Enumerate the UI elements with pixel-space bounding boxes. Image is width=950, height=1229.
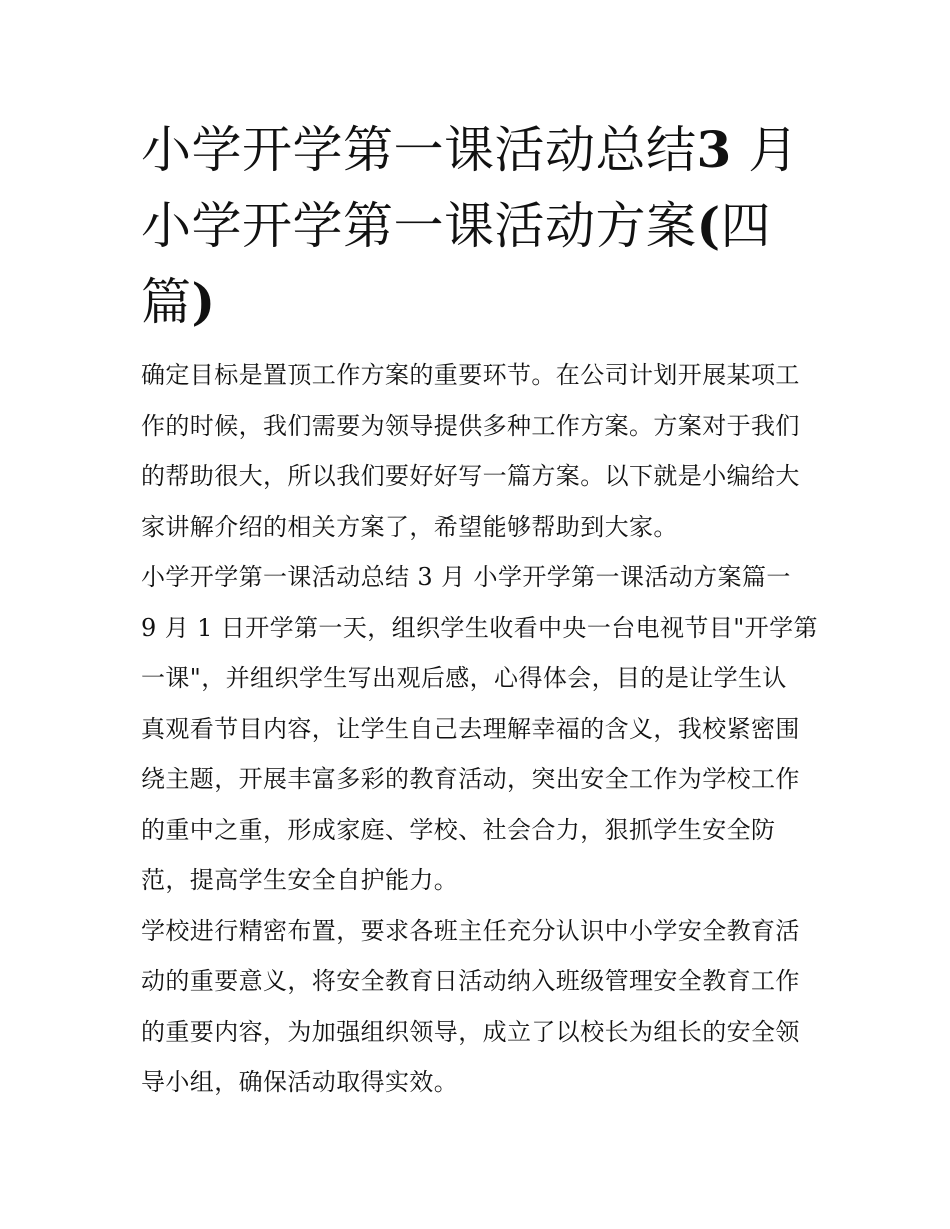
paragraph-line: 真观看节目内容，让学生自己去理解幸福的含义，我校紧密围 [141, 714, 800, 743]
paragraph-line: 的重中之重，形成家庭、学校、社会合力，狠抓学生安全防 [141, 815, 776, 844]
paragraph-2 [141, 906, 816, 1108]
intro-line: 作的时候，我们需要为领导提供多种工作方案。方案对于我们 [141, 411, 800, 440]
document-page [141, 112, 816, 1108]
document-title [141, 112, 816, 340]
title-text: 四 [720, 197, 772, 255]
section-heading: 小学开学第一课活动总结 3 月 小学开学第一课活动方案篇一 [141, 563, 791, 591]
paragraph-line: 9 月 1 日开学第一天，组织学生收看中央一台电视节目"开学第 [141, 613, 818, 642]
paragraph-line: 学校进行精密布置，要求各班主任充分认识中小学安全教育活 [141, 916, 800, 945]
title-bold-text: 3 [696, 120, 732, 179]
paragraph-line: 导小组，确保活动取得实效。 [141, 1068, 459, 1096]
paragraph-line: 范，提高学生安全自护能力。 [141, 866, 459, 894]
paragraph-line: 的重要内容，为加强组织领导，成立了以校长为组长的安全领 [141, 1017, 800, 1046]
title-bold-text: ( [696, 196, 721, 255]
title-text: 小学开学第一课活动方案 [141, 197, 697, 255]
title-text: 小学开学第一课活动总结 [141, 121, 697, 179]
intro-line: 确定目标是置顶工作方案的重要环节。在公司计划开展某项工 [141, 361, 800, 389]
intro-paragraph [141, 350, 816, 552]
intro-line: 的帮助很大，所以我们要好好写一篇方案。以下就是小编给大 [141, 462, 800, 490]
title-line-1 [141, 112, 816, 188]
title-bold-text: ) [191, 272, 216, 331]
title-line-3 [141, 264, 816, 340]
paragraph-line: 一课"，并组织学生写出观后感，心得体会，目的是让学生认 [141, 664, 787, 692]
title-text: 篇 [141, 273, 192, 331]
title-line-2 [141, 188, 816, 264]
paragraph-line: 绕主题，开展丰富多彩的教育活动，突出安全工作为学校工作 [141, 765, 800, 793]
paragraph-1 [141, 603, 816, 906]
paragraph-line: 动的重要意义，将安全教育日活动纳入班级管理安全教育工作 [141, 967, 800, 995]
intro-line: 家讲解介绍的相关方案了，希望能够帮助到大家。 [141, 512, 678, 541]
document-body [141, 350, 816, 1108]
title-text: 月 [731, 121, 799, 179]
